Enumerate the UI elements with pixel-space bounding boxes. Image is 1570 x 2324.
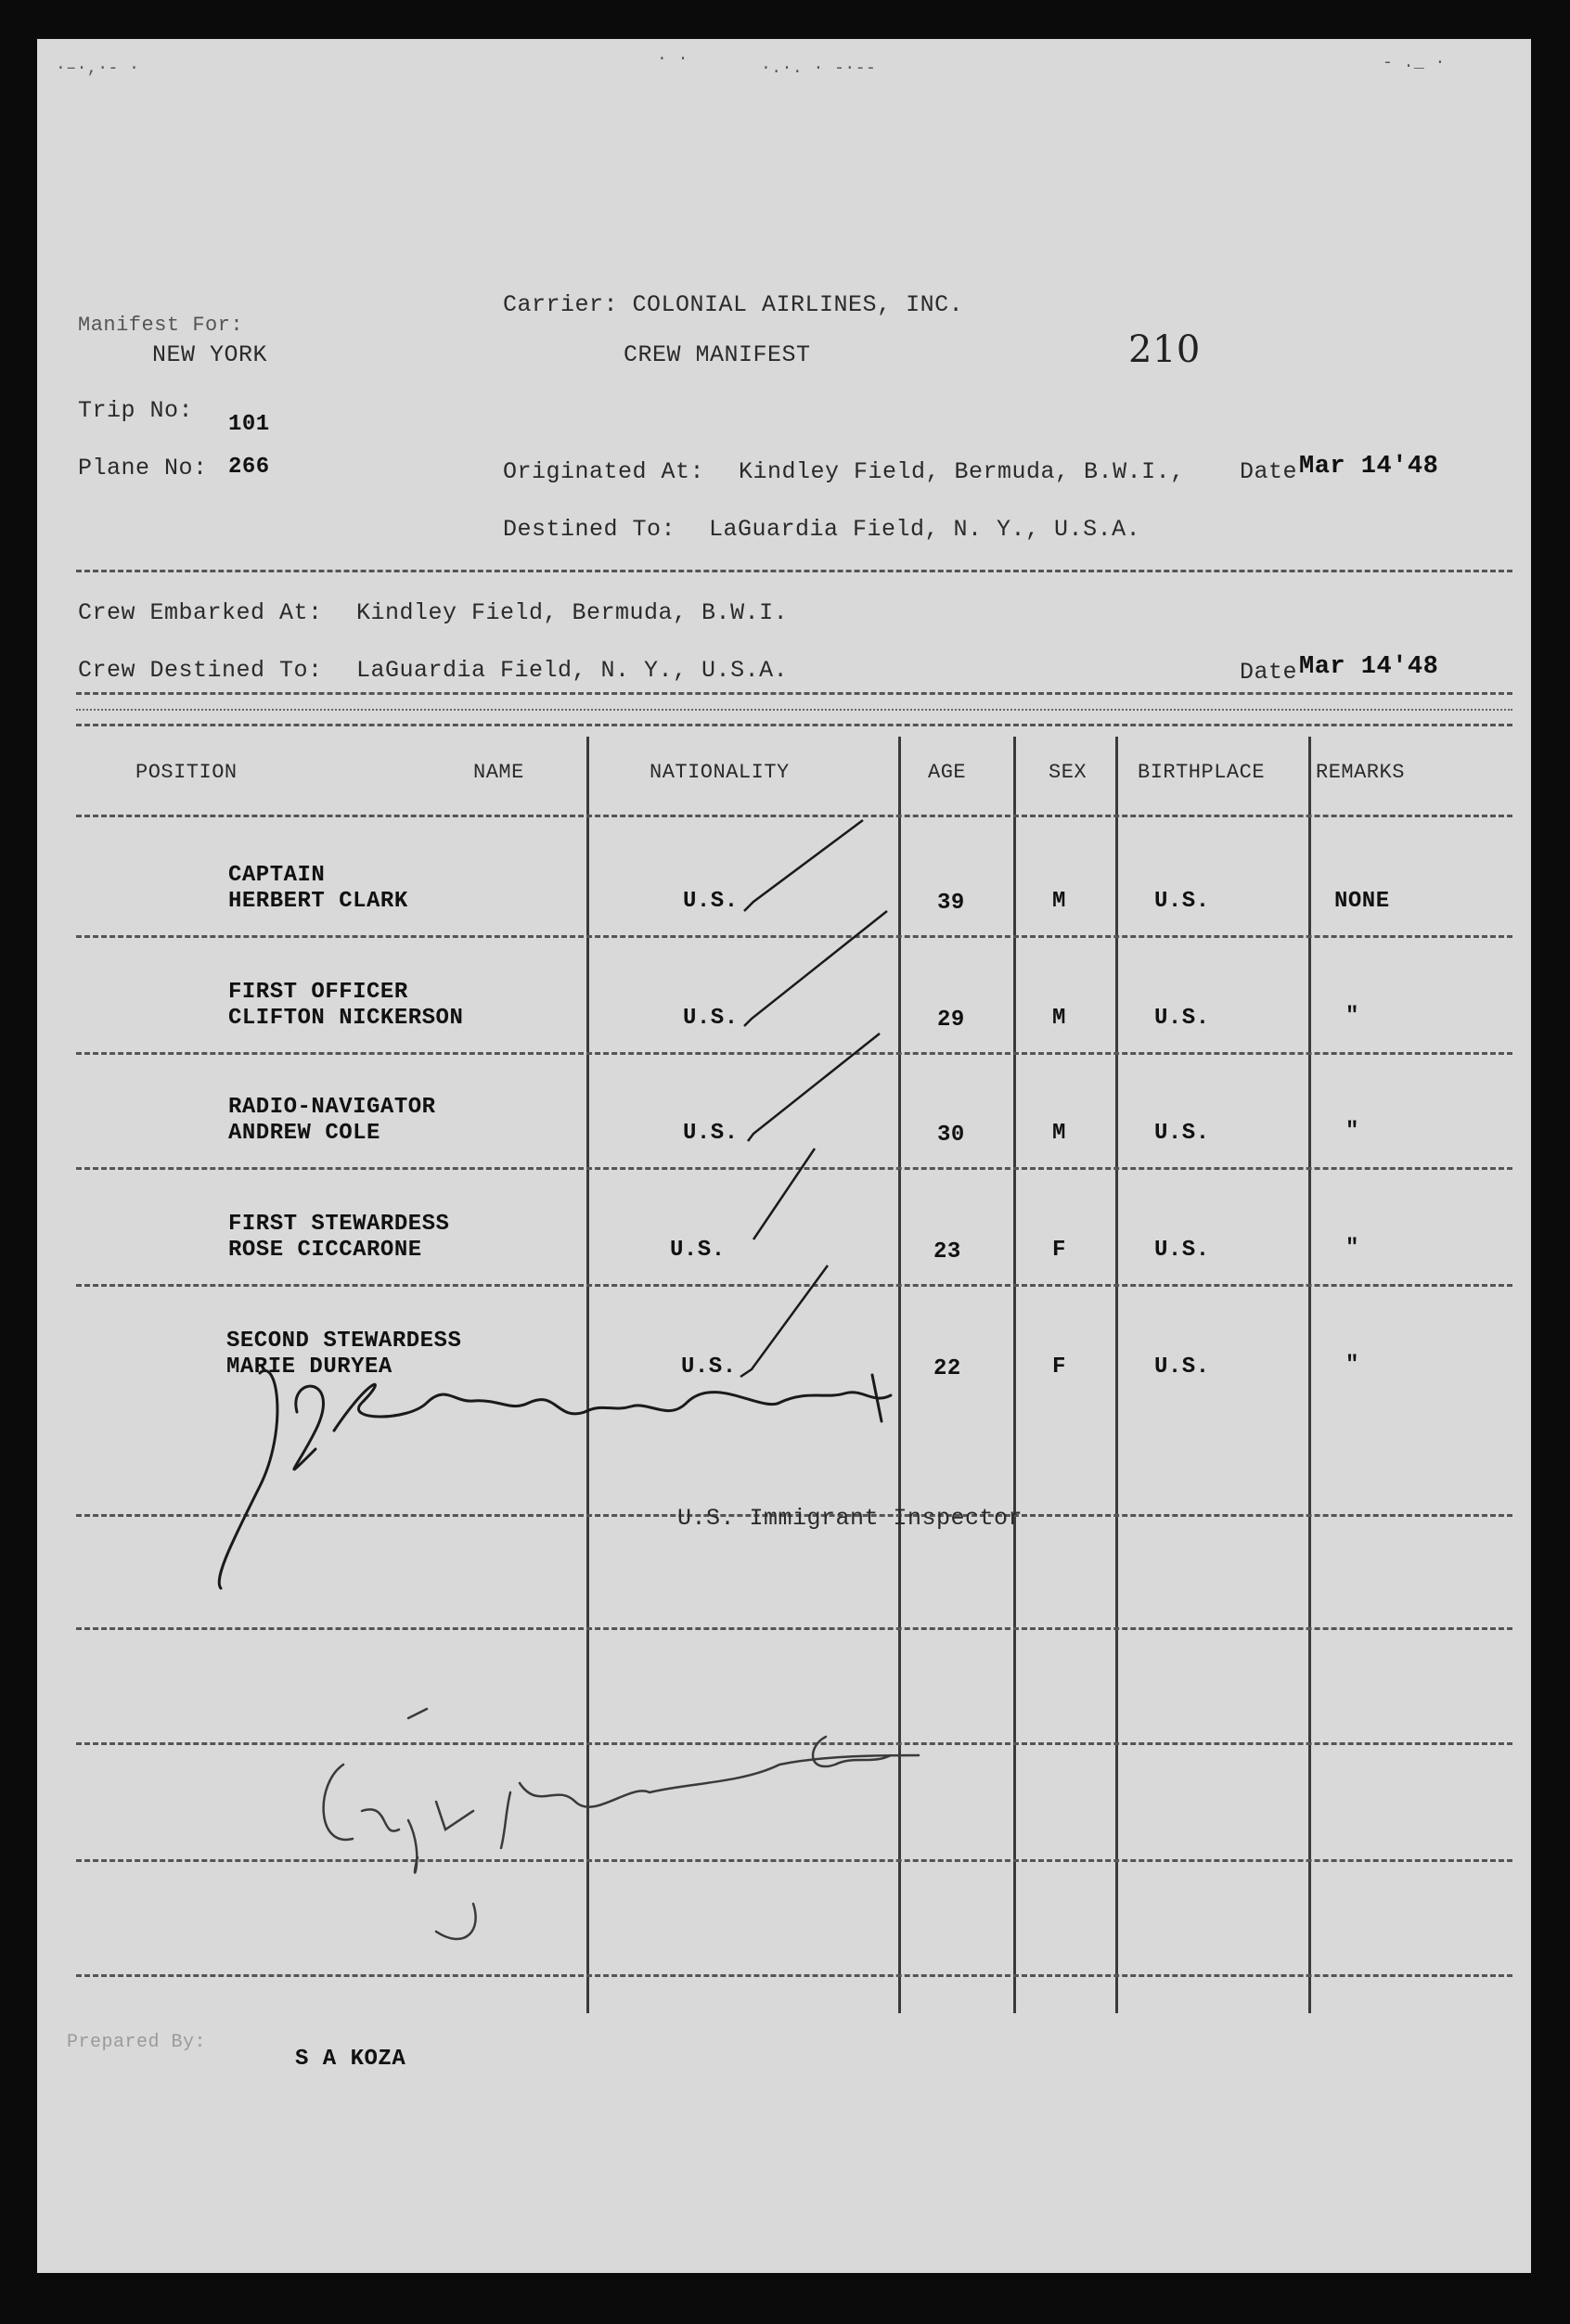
inspector-title: U.S. Immigrant Inspector <box>677 1505 1023 1532</box>
column-header-age: AGE <box>928 761 967 784</box>
crew-remarks: " <box>1345 1353 1359 1378</box>
crew-embarked-label: Crew Embarked At: <box>78 599 323 626</box>
check-mark-icon <box>744 820 863 911</box>
captain-signature-text <box>343 1783 372 1786</box>
crew-age: 22 <box>933 1356 961 1381</box>
plane-label: Plane No: <box>78 455 208 481</box>
crew-remarks: " <box>1345 1119 1359 1144</box>
crew-sex: M <box>1052 889 1066 914</box>
crew-birthplace: U.S. <box>1154 1238 1210 1263</box>
crew-age: 29 <box>937 1008 965 1033</box>
originated-value: Kindley Field, Bermuda, B.W.I., <box>739 458 1185 485</box>
captain-signature <box>324 1709 919 1939</box>
crew-name: MARIE DURYEA <box>226 1355 392 1380</box>
handwriting-layer <box>37 39 1531 2273</box>
crew-birthplace: U.S. <box>1154 1355 1210 1380</box>
check-mark-icon <box>748 1034 880 1141</box>
inspector-signature <box>219 1370 891 1588</box>
destined-value: LaGuardia Field, N. Y., U.S.A. <box>709 516 1141 543</box>
header-fragment: ·.·. · -·-- <box>761 59 877 78</box>
column-header-birthplace: BIRTHPLACE <box>1138 761 1266 784</box>
crew-nationality: U.S. <box>670 1238 726 1263</box>
manifest-for-label: Manifest For: <box>78 314 244 337</box>
crew-position: RADIO-NAVIGATOR <box>228 1095 436 1120</box>
crew-position: FIRST OFFICER <box>228 980 408 1005</box>
crew-destined-value: LaGuardia Field, N. Y., U.S.A. <box>356 657 789 684</box>
crew-birthplace: U.S. <box>1154 1006 1210 1031</box>
crew-birthplace: U.S. <box>1154 1121 1210 1146</box>
column-header-sex: SEX <box>1049 761 1087 784</box>
prepared-by-label: Prepared By: <box>67 2032 207 2053</box>
column-header-position: POSITION <box>135 761 238 784</box>
crew-destined-label: Crew Destined To: <box>78 657 323 684</box>
manifest-sheet <box>37 39 1531 2273</box>
crew-embarked-value: Kindley Field, Bermuda, B.W.I. <box>356 599 789 626</box>
crew-position: CAPTAIN <box>228 863 326 888</box>
crew-age: 39 <box>937 891 965 916</box>
manifest-for-value: NEW YORK <box>152 341 268 368</box>
inspector-signature-text <box>260 1440 280 1443</box>
crew-sex: M <box>1052 1006 1066 1031</box>
crew-nationality: U.S. <box>683 889 739 914</box>
crew-remarks: NONE <box>1334 889 1390 914</box>
check-mark-icon <box>740 1265 828 1377</box>
check-mark-icon <box>753 1149 815 1239</box>
crew-nationality: U.S. <box>683 1121 739 1146</box>
crew-birthplace: U.S. <box>1154 889 1210 914</box>
destined-label: Destined To: <box>503 516 676 543</box>
trip-label: Trip No: <box>78 397 194 424</box>
crew-remarks: " <box>1345 1236 1359 1261</box>
date-value: Mar 14'48 <box>1299 453 1439 481</box>
document-title: CREW MANIFEST <box>624 341 811 368</box>
crew-sex: M <box>1052 1121 1066 1146</box>
header-fragment: ·–·,·- · <box>56 59 140 78</box>
header-fragment: · · <box>657 50 688 69</box>
crew-nationality: U.S. <box>683 1006 739 1031</box>
crew-name: HERBERT CLARK <box>228 889 408 914</box>
column-header-remarks: REMARKS <box>1316 761 1405 784</box>
date-label: Date <box>1240 659 1298 686</box>
carrier-line: Carrier: COLONIAL AIRLINES, INC. <box>503 291 964 318</box>
trip-value: 101 <box>228 412 270 437</box>
column-header-name: NAME <box>473 761 524 784</box>
crew-sex: F <box>1052 1355 1066 1380</box>
date-value: Mar 14'48 <box>1299 653 1439 681</box>
originated-label: Originated At: <box>503 458 705 485</box>
plane-value: 266 <box>228 455 270 480</box>
crew-name: CLIFTON NICKERSON <box>228 1006 464 1031</box>
check-mark-icon <box>744 911 887 1026</box>
crew-position: SECOND STEWARDESS <box>226 1329 462 1354</box>
crew-nationality: U.S. <box>681 1355 737 1380</box>
crew-position: FIRST STEWARDESS <box>228 1212 450 1237</box>
column-header-nationality: NATIONALITY <box>650 761 790 784</box>
crew-age: 23 <box>933 1239 961 1265</box>
crew-remarks: " <box>1345 1004 1359 1029</box>
date-label: Date <box>1240 458 1298 485</box>
crew-age: 30 <box>937 1123 965 1148</box>
crew-sex: F <box>1052 1238 1066 1263</box>
prepared-by-value: S A KOZA <box>295 2047 406 2072</box>
crew-name: ROSE CICCARONE <box>228 1238 422 1263</box>
page-number: 210 <box>1128 328 1201 371</box>
header-fragment: - ._ · <box>1383 54 1446 72</box>
crew-name: ANDREW COLE <box>228 1121 380 1146</box>
